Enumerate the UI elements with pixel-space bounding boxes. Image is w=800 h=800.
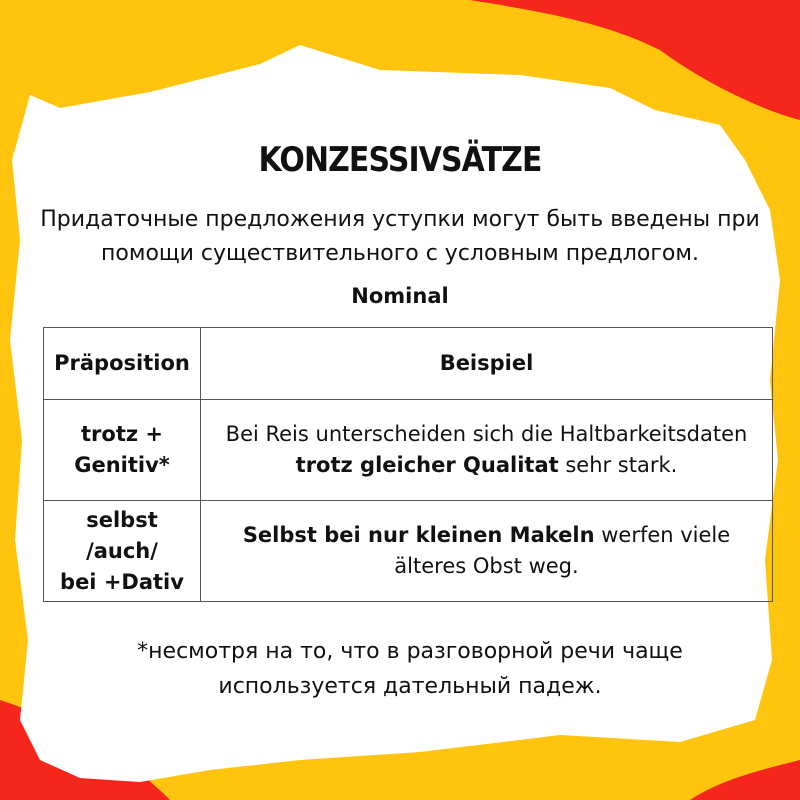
footnote-line-1: *несмотря на то, что в разговорной речи чаще [137,639,683,664]
example-text: sehr stark. [558,453,678,477]
example-cell [201,400,773,501]
preposition-table [43,327,773,602]
example-highlight: trotz gleicher Qualitat [295,453,559,477]
table-header-row [44,328,773,400]
preposition-line: trotz + [81,422,163,446]
header-preposition: Präposition [44,328,201,400]
example-highlight: Selbst bei nur kleinen Makeln [242,523,595,547]
footnote [60,634,760,704]
preposition-line: Genitiv* [74,453,170,477]
page-title: KONZESSIVSÄTZE [258,140,542,180]
example-text: Bei Reis unterscheiden sich die Haltbarkeitsdaten [225,422,748,446]
preposition-line: selbst /auch/ [86,507,158,563]
preposition-line: bei +Dativ [60,569,184,594]
intro-line-2: помощи существительного с условным предлогом. [101,241,699,266]
example-text: älteres Obst weg. [394,554,579,578]
example-text: werfen viele [594,523,731,547]
table-row [44,400,773,501]
intro-text [30,203,770,271]
intro-line-1: Придаточные предложения уступки могут быть введены при [40,207,760,232]
table-row [44,501,773,602]
preposition-cell [44,501,201,602]
section-heading: Nominal [351,284,449,308]
footnote-line-2: используется дательный падеж. [218,674,602,699]
example-cell [201,501,773,602]
header-example: Beispiel [201,328,773,400]
preposition-cell [44,400,201,501]
